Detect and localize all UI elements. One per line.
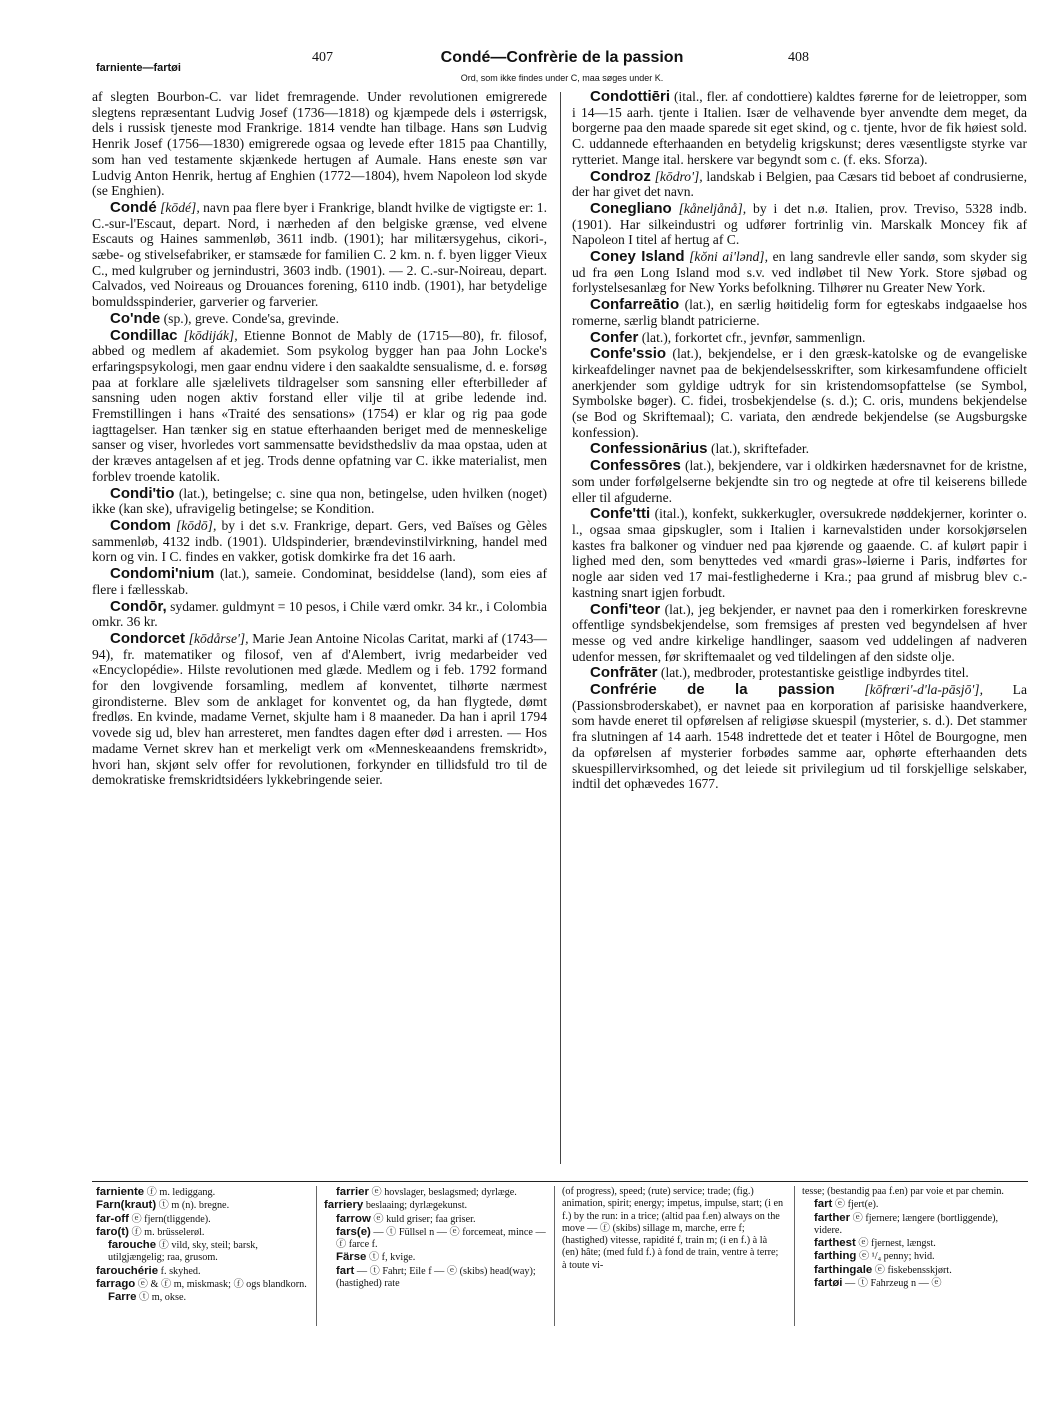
footer-text: ⓕ m. lediggang. (144, 1187, 216, 1198)
footer-entry (96, 1239, 308, 1265)
footer-entry (802, 1264, 1028, 1277)
footer-rule (794, 1186, 795, 1326)
footer-headword: farther (814, 1211, 851, 1224)
dictionary-entry (92, 486, 547, 517)
footer-entry (96, 1199, 308, 1212)
footer-entry (96, 1186, 308, 1199)
footer-entry (96, 1226, 308, 1239)
dictionary-entry (92, 200, 547, 310)
footer-text: ⓕ vild, sky, steil; barsk, utilgjængelig; raa, grusom. (108, 1240, 258, 1264)
footer-column-2 (324, 1186, 546, 1290)
entry-headword: Confer (590, 328, 639, 346)
footer-headword: farniente (96, 1186, 145, 1198)
footer-entry (802, 1198, 1028, 1211)
page-title: Condé—Confrèrie de la passion (440, 49, 684, 66)
entry-headword: Condōr, (110, 597, 167, 615)
entry-headword: Condroz (590, 167, 651, 185)
entry-pronunciation: [kōdiják], (183, 327, 238, 343)
footer-rule (554, 1186, 555, 1326)
entry-pronunciation: [kōdårse'], (188, 630, 249, 646)
footer-text: ⓣ m (n). bregne. (156, 1200, 230, 1212)
entry-pronunciation: [kōdō], (175, 517, 217, 533)
entry-text: (lat.), betingelse; c. sine qua non, betingelse, uden hvilken (noget) ikke (kan ske), ufravigelig betingelse; se Kondition. (92, 485, 548, 517)
footer-text: ⓔ kuld griser; faa griser. (370, 1213, 476, 1225)
entry-pronunciation: [kŏni ai'lənd], (689, 249, 768, 265)
footer-text: (of progress), speed; (rute) service; trade; (fig.) animation, spirit; energy; impetus, impulse, start; (i en f.) by the run: in a trice; (altid paa f.en) always on the move — ⓕ (skibs) sillage m, marche, erre f; (hastighed) vitesse, rapidité f, train m; (i en f.) à là (en) hâte; (med fuld f.) à fond de train, ventre à terre; à toute vi- (562, 1186, 784, 1271)
entry-text: (lat.), en særlig høitidelig form for egteskabs indgaaelse hos romerne, særlig blandt patricierne. (572, 297, 1028, 328)
dictionary-entry (572, 330, 1027, 346)
footer-entry (802, 1237, 1028, 1250)
dictionary-entry (572, 201, 1027, 248)
footer-headword: fart (814, 1198, 833, 1211)
footer-headword: Farn(kraut) (96, 1199, 157, 1212)
footer-column-1 (96, 1186, 308, 1305)
entry-headword: Condottiēri (590, 88, 670, 105)
footer-text: — ⓣ Fahrzeug n — ⓔ (842, 1278, 942, 1290)
footer-entry (562, 1186, 784, 1272)
entry-headword: Condorcet (110, 629, 185, 647)
footer-entry (96, 1265, 308, 1278)
footer-entry (96, 1213, 308, 1226)
footer-text: ⓔ fjern(tliggende). (128, 1213, 211, 1225)
page-number-right: 408 (788, 50, 809, 65)
footer-headword: farouchérie (96, 1264, 159, 1277)
header-note: Ord, som ikke findes under C, maa søges under K. (460, 73, 664, 83)
footer-text: ⓔ ¹/₄ penny; hvid. (856, 1251, 935, 1263)
footer-text: beslaaing; dyrlægekunst. (363, 1200, 468, 1212)
dictionary-entry (572, 249, 1027, 296)
footer-headword: farrier (336, 1186, 369, 1198)
dictionary-entry (92, 311, 547, 327)
footer-entry (802, 1186, 1028, 1198)
entry-text: af slegten Bourbon-C. var lidet fremragende. Under revolutionen emigrerede slegtens repræsentant Ludvig Josef (1736—1818) og kjæmpede dels i østerrigsk, dels i russisk tjeneste mod Frankrige. 1814 vendte han tilbage. Hans søn Ludvig Henrik Josef (1756—1830) emigrerede ogsaa og levede efter 1815 paa Chantilly, som han ved testamente skjænkede hertugen af Aumale. Hans eneste søn var Ludvig Anton Henrik, hertug af Enghien (1772—1804), hvem Napoleon lod skyde (se Enghien). (92, 89, 547, 199)
footer-headword: farrow (336, 1212, 371, 1225)
footer-headword: farriery (324, 1199, 364, 1212)
entry-headword: Condomi'nium (110, 565, 215, 583)
entry-headword: Condé (110, 198, 157, 216)
entry-pronunciation: [kōdé], (160, 199, 200, 215)
dictionary-entry (92, 328, 547, 485)
footer-text: tesse; (bestandig paa f.en) par voie et par chemin. (802, 1186, 1004, 1197)
entry-text: (lat.), jeg bekjender, er navnet paa den i romerkirken foreskrevne offentlige syndsbekjendelse, som fremsiges af presten ved begyndelsen af hver messe og ved andre kirkelige handlinger, saasom ved uddelingen af nadveren udenfor messen, før skriftemaalet og ved tildelingen af den sidste olje. (572, 601, 1027, 664)
footer-entry (324, 1251, 546, 1264)
footer-headword: Farre (108, 1291, 137, 1304)
left-column (92, 89, 547, 789)
entry-headword: Confrérie de la passion (590, 681, 835, 699)
entry-text: landskab i Belgien, paa Cæsars tid beboet af condrusierne, der har givet det navn. (572, 168, 1027, 200)
dictionary-entry (92, 599, 547, 630)
dictionary-entry (572, 441, 1027, 457)
entry-text: by i det n.ø. Italien, prov. Treviso, 5328 indb. (1901). Har silkeindustri og udfører fortrinlig vin. Marskalk Moncey fik af Napoleon I titel af hertug af C. (572, 200, 1027, 248)
entry-headword: Co'nde (110, 309, 161, 327)
footer-headword: farthingale (814, 1263, 873, 1276)
footer-text: ⓣ f, kvige. (366, 1252, 416, 1264)
footer-headword: far-off (96, 1212, 129, 1225)
dictionary-entry (92, 89, 547, 199)
footer-headword: farouche (108, 1239, 157, 1252)
footer-text: ⓔ fjernere; længere (bortliggende), videre. (814, 1212, 999, 1236)
entry-headword: Condom (110, 516, 171, 534)
footer-headword: farrago (96, 1278, 136, 1291)
footer-column-3 (562, 1186, 784, 1272)
footer-text: ⓕ m. brüsselerøl. (128, 1226, 205, 1238)
entry-text: (lat.), bekjendelse, er i den græsk-katolske og de evangeliske kirkeafdelinger navnet paa de bekjendelsesskrifter, som kirkesamfundene officielt anerkjender som gyldige udtryk for sin kristendomsopfattelse (se Symbol, Symbolske bøger). C. fidei, trosbekjendelse (s. d.); C. oris, mundens bekjendelse (se Bod og Skriftemaal); C. variata, den ændrede bekjendelse (se Augsburgske konfession). (572, 346, 1027, 440)
entry-headword: Confe'tti (590, 505, 651, 523)
footer-text: ⓔ & ⓕ m, miskmask; ⓕ ogs blandkorn. (135, 1279, 307, 1291)
footer-column-4 (802, 1186, 1028, 1290)
entry-headword: Confessōres (590, 457, 681, 475)
footer-entry (324, 1213, 546, 1226)
entry-text: sydamer. guldmynt = 10 pesos, i Chile værd omkr. 34 kr., i Colombia omkr. 36 kr. (92, 598, 548, 630)
dictionary-entry (572, 458, 1027, 505)
footer-text: f. skyhed. (158, 1265, 201, 1277)
entry-headword: Confarreātio (590, 296, 680, 314)
footer-headword: Färse (336, 1251, 367, 1264)
dictionary-entry (572, 682, 1027, 792)
entry-text: (lat.), skriftefader. (710, 441, 810, 457)
footer-text: ⓔ fjert(e). (832, 1199, 879, 1211)
footer-text: ⓔ hovslager, beslagsmed; dyrlæge. (368, 1187, 517, 1198)
footer-entry (802, 1250, 1028, 1263)
column-divider (560, 92, 561, 1164)
entry-headword: Confrāter (590, 664, 658, 682)
footer-entry (324, 1186, 546, 1199)
footer-entry (96, 1291, 308, 1304)
footer-text: — ⓣ Fahrt; Eile f — ⓔ (skibs) head(way); (hastighed) rate (336, 1265, 536, 1290)
dictionary-entry (572, 89, 1027, 168)
footer-entry (802, 1212, 1028, 1238)
entry-text: La (Passionsbroderskabet), er navnet paa en korporation af parisiske haandverkere, som havde eneret til opførelsen af religiøse skuespil (mysterier, s. d.). Det stammer fra slutningen af 14 aarh. 1548 indrettede det et teater i Hôtel de Bourgogne, men da opførelsen af mysterier forbødes samme aar, ophørte efterhaanden dets skuespillervirksomhed, og det leiede sit privilegium ud til forskjellige selskaber, indtil det ophævedes 1677. (572, 682, 1027, 792)
footer-rule (316, 1186, 317, 1326)
page-number-left: 407 (312, 50, 333, 65)
dictionary-entry (572, 346, 1027, 440)
dictionary-entry (92, 518, 547, 565)
footer-entry (802, 1277, 1028, 1290)
entry-text: by i det s.v. Frankrige, depart. Gers, ved Baïses og Gèles sammenløb, 4132 indb. (1901). Uldspinderier, brændevinstilvirkning, handel med korn og vin. I C. findes en vakker, gotisk domkirke fra det 16 aarh. (92, 517, 547, 565)
entry-text: (lat.), medbroder, protestantiske geistlige indbyrdes titel. (660, 665, 969, 681)
entry-text: Marie Jean Antoine Nicolas Caritat, marki af (1743—94), fr. matematiker og filosof, ven af d'Alembert, ivrig medarbeider ved «Encyclopédie». Hilste revolutionen med glæde. Medlem og i feb. 1792 formand for den lovgivende forsamling, medlem af konventet, tilhørte nærmest girondisterne. Blev som de anklaget for konventet og, da han flygtede, dømt fredløs. En kvinde, madame Vernet, skjulte ham i 8 maaneder. Da han i april 1794 vovede sig ud, blev han arresteret, men fandtes dagen efter død i arresten. — Hos madame Vernet skrev han et merkeligt verk om «Menneskeaandens fremskridt», hvori han, skjønt selv offer for revolutionen, forkynder en tillidsfuld tro til de demokratiske fremskridtsidéers lykkebringende seier. (92, 630, 547, 788)
entry-text: (ital.), konfekt, sukkerkugler, oversukrede nøddekjerner, korinter o. l., ogsaa smaa gipskugler, som i Italien i karnevalstiden under korsokjørselen kastes fra balkoner og vinduer ned paa kjørende og gaaende. C. af kulørt papir i lighed med den, som benyttedes ved «mardi gras»-løierne i Paris, indførtes for nogle aar siden ved 17 mai-festlighederne i Kra.; paa grund af misbrug blev c.-kastning snart igjen forbudt. (572, 506, 1027, 600)
dictionary-entry (572, 297, 1027, 328)
dictionary-entry (572, 169, 1027, 200)
entry-pronunciation: [kōdro'], (654, 168, 703, 184)
footer-headword: fartøi (814, 1277, 843, 1290)
entry-pronunciation: [kåneljånå], (678, 200, 747, 216)
footer-entry (324, 1199, 546, 1212)
entry-headword: Condillac (110, 326, 178, 344)
running-head-left: farniente—fartøi (96, 62, 181, 74)
entry-headword: Confessionārius (590, 440, 708, 458)
dictionary-entry (92, 631, 547, 788)
entry-text: (lat.), forkortet cfr., jevnfør, sammenlign. (641, 329, 866, 345)
entry-text: (lat.), sameie. Condominat, besiddelse (land), som eies af flere i fællesskab. (92, 566, 547, 597)
footer-headword: fars(e) (336, 1225, 371, 1238)
footer-text: — ⓣ Füllsel n — ⓔ forcemeat, mince — ⓕ farce f. (336, 1226, 546, 1251)
dictionary-entry (572, 602, 1027, 665)
entry-headword: Conegliano (590, 199, 672, 217)
dictionary-entry (572, 665, 1027, 681)
entry-pronunciation: [kōfrœri'-d'la-pāsjō'], (864, 682, 983, 698)
footer-headword: farthing (814, 1250, 857, 1263)
footer-text: ⓔ fiskebensskjørt. (872, 1264, 952, 1276)
entry-headword: Coney Island (590, 248, 685, 266)
footer-headword: farthest (814, 1237, 856, 1250)
footer-entry (96, 1278, 308, 1291)
entry-text: (ital., fler. af condottiere) kaldtes førerne for de leietropper, som i 14—15 aarh. tjente i Italien. Især de velhavende byer anvendte dem meget, da borgerne paa den maade sparede sit eget skind, og c. tjente, hvor de fik høiest sold. C. uddannede efterhaanden en betydelig krigskunst; deres væsentligste styrke var rytteriet. Mange ital. herskere var begyndt som c. (f. eks. Sforza). (572, 89, 1027, 167)
footer-entry (324, 1265, 546, 1291)
entry-headword: Confi'teor (590, 600, 661, 618)
entry-text: en lang sandrevle eller sandø, som skyder sig ud fra øen Long Island mod s.v. ved indløbet til New York. Store sjøbad og forlystelsesanlæg for New Yorks befolkning. Tilhører nu Greater New York. (572, 249, 1027, 296)
dictionary-entry (572, 506, 1027, 600)
footer-divider (92, 1181, 1028, 1182)
entry-text: (sp.), greve. Conde'sa, grevinde. (163, 310, 339, 326)
entry-headword: Condi'tio (110, 484, 175, 502)
entry-text: Etienne Bonnot de Mably de (1715—80), fr. filosof, abbed og medlem af akademiet. Som psykolog bygger han paa John Locke's erfaringspsykologi, men gaar endnu videre i den saakaldte sensualisme, d. e. forsøg paa at forklare alle sjælelivets tildragelser som sansning eller efterbilleder af sansning uden nogen aktiv forstand eller vilje til at gribe ledende ind. Fremstillingen i hans «Traité des sensations» (1754) er klar og rig paa gode iagttagelser. Han tænker sig en statue efterhaanden beriget med de menneskelige sanser og viser, hvorledes vort sammensatte bevidsthedsliv da maa opstaa, uden at der kræves antagelsen af et jeg. Trods denne opfatning var C. ikke materialist, men forblev troende katolik. (92, 327, 547, 484)
footer-text: ⓣ m, okse. (136, 1292, 187, 1304)
footer-headword: faro(t) (96, 1225, 129, 1238)
footer-entry (324, 1226, 546, 1252)
right-column (572, 89, 1027, 793)
footer-text: ⓔ fjernest, længst. (855, 1238, 936, 1250)
footer-headword: fart (336, 1264, 355, 1277)
entry-text: (lat.), bekjendere, var i oldkirken hædersnavnet for de kristne, som under forfølgelserne bekjendte sin tro og negtede at ofre til keiserens billede eller til afguderne. (572, 458, 1027, 505)
entry-text: navn paa flere byer i Frankrige, blandt hvilke de vigtigste er: 1. C.-sur-l'Escaut, depart. Nord, i nærheden af den belgiske grænse, ved elvene Escauts og Haines sammenløb, 3611 indb. (1901); har militærsygehus, cikori-, sæbe- og stivelsefabriker, er stamsæde for familien C. 2 km. n. f. byen ligger Vieux C., med kulgruber og jernindustri, 3603 indb. (1901). — 2. C.-sur-Noireau, depart. Calvados, ved Noireaus og Drouances forening, 6110 indb. (1901), har betydelige bomuldsspinderier, garverier og farverier. (92, 199, 548, 310)
entry-headword: Confe'ssio (590, 345, 667, 363)
dictionary-entry (92, 566, 547, 597)
